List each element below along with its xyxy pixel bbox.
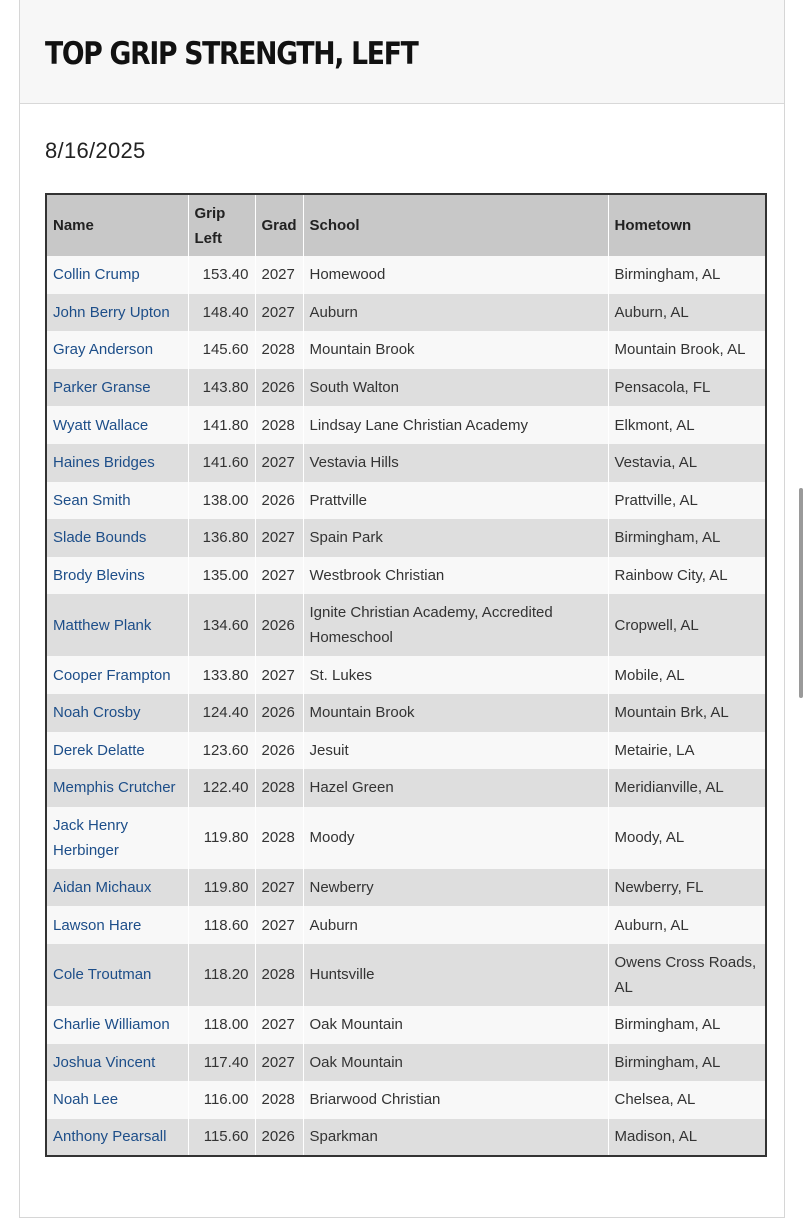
hometown-cell: Birmingham, AL <box>608 1006 766 1044</box>
page-title: TOP GRIP STRENGTH, LEFT <box>45 36 418 72</box>
athlete-name-link[interactable]: Jack Henry Herbinger <box>53 816 129 859</box>
grip-value: 117.40 <box>188 1044 255 1082</box>
hometown-cell: Cropwell, AL <box>608 594 766 656</box>
athlete-name-cell <box>46 869 188 907</box>
table-row <box>46 294 766 332</box>
athlete-name-link[interactable]: Charlie Williamon <box>53 1016 170 1034</box>
table-row <box>46 732 766 770</box>
grad-year: 2027 <box>255 656 303 694</box>
athlete-name-link[interactable]: Noah Crosby <box>53 704 141 722</box>
grad-year: 2026 <box>255 594 303 656</box>
hometown-cell: Auburn, AL <box>608 906 766 944</box>
column-header-name[interactable]: Name <box>46 194 188 256</box>
hometown-cell: Birmingham, AL <box>608 1044 766 1082</box>
grad-year: 2026 <box>255 1119 303 1157</box>
school-cell: Briarwood Christian <box>303 1081 608 1119</box>
school-cell: Mountain Brook <box>303 694 608 732</box>
grad-year: 2028 <box>255 769 303 807</box>
table-row <box>46 557 766 595</box>
school-cell: Vestavia Hills <box>303 444 608 482</box>
table-row <box>46 594 766 656</box>
table-row <box>46 1119 766 1157</box>
athlete-name-link[interactable]: Parker Granse <box>53 379 151 397</box>
grad-year: 2026 <box>255 732 303 770</box>
athlete-name-cell <box>46 482 188 520</box>
event-date: 8/16/2025 <box>45 138 146 163</box>
school-cell: South Walton <box>303 369 608 407</box>
athlete-name-cell <box>46 256 188 294</box>
table-body <box>46 256 766 1156</box>
athlete-name-link[interactable]: Memphis Crutcher <box>53 779 176 797</box>
athlete-name-cell <box>46 444 188 482</box>
grip-value: 124.40 <box>188 694 255 732</box>
hometown-cell: Mobile, AL <box>608 656 766 694</box>
table-row <box>46 331 766 369</box>
grip-value: 143.80 <box>188 369 255 407</box>
hometown-cell: Birmingham, AL <box>608 256 766 294</box>
grip-value: 145.60 <box>188 331 255 369</box>
card-header <box>20 0 784 104</box>
athlete-name-link[interactable]: Cole Troutman <box>53 966 152 984</box>
grip-value: 118.60 <box>188 906 255 944</box>
athlete-name-cell <box>46 294 188 332</box>
athlete-name-link[interactable]: Brody Blevins <box>53 567 145 585</box>
grad-year: 2027 <box>255 256 303 294</box>
school-cell: Westbrook Christian <box>303 557 608 595</box>
grip-value: 141.60 <box>188 444 255 482</box>
grip-value: 118.20 <box>188 944 255 1006</box>
school-cell: Spain Park <box>303 519 608 557</box>
hometown-cell: Metairie, LA <box>608 732 766 770</box>
athlete-name-link[interactable]: Joshua Vincent <box>53 1053 156 1071</box>
school-cell: Auburn <box>303 906 608 944</box>
athlete-name-cell <box>46 1081 188 1119</box>
school-cell: Newberry <box>303 869 608 907</box>
school-cell: Moody <box>303 807 608 869</box>
table-row <box>46 406 766 444</box>
athlete-name-cell <box>46 557 188 595</box>
table-row <box>46 1044 766 1082</box>
hometown-cell: Mountain Brk, AL <box>608 694 766 732</box>
grip-header-line2: Left <box>194 229 222 247</box>
hometown-cell: Owens Cross Roads, AL <box>608 944 766 1006</box>
athlete-name-cell <box>46 1119 188 1157</box>
hometown-cell: Auburn, AL <box>608 294 766 332</box>
grad-year: 2027 <box>255 294 303 332</box>
grad-year: 2027 <box>255 519 303 557</box>
athlete-name-cell <box>46 519 188 557</box>
school-cell: Lindsay Lane Christian Academy <box>303 406 608 444</box>
athlete-name-link[interactable]: Cooper Frampton <box>53 666 171 684</box>
hometown-cell: Vestavia, AL <box>608 444 766 482</box>
hometown-cell: Chelsea, AL <box>608 1081 766 1119</box>
grip-value: 136.80 <box>188 519 255 557</box>
table-row <box>46 869 766 907</box>
grip-value: 148.40 <box>188 294 255 332</box>
athlete-name-link[interactable]: Sean Smith <box>53 491 131 509</box>
grad-year: 2027 <box>255 1044 303 1082</box>
school-cell: Sparkman <box>303 1119 608 1157</box>
results-table <box>45 193 767 1157</box>
grip-value: 141.80 <box>188 406 255 444</box>
school-cell: Prattville <box>303 482 608 520</box>
grip-value: 135.00 <box>188 557 255 595</box>
athlete-name-link[interactable]: Anthony Pearsall <box>53 1128 167 1146</box>
school-cell: Jesuit <box>303 732 608 770</box>
athlete-name-link[interactable]: Matthew Plank <box>53 616 152 634</box>
athlete-name-cell <box>46 807 188 869</box>
athlete-name-link[interactable]: Aidan Michaux <box>53 879 152 897</box>
grip-value: 123.60 <box>188 732 255 770</box>
school-cell: St. Lukes <box>303 656 608 694</box>
athlete-name-link[interactable]: Gray Anderson <box>53 341 154 359</box>
school-cell: Oak Mountain <box>303 1006 608 1044</box>
grad-year: 2026 <box>255 694 303 732</box>
grip-value: 122.40 <box>188 769 255 807</box>
school-cell: Ignite Christian Academy, Accredited Homeschool <box>303 594 608 656</box>
grad-year: 2027 <box>255 444 303 482</box>
athlete-name-link[interactable]: Lawson Hare <box>53 916 142 934</box>
athlete-name-cell <box>46 694 188 732</box>
grip-value: 119.80 <box>188 807 255 869</box>
grip-value: 133.80 <box>188 656 255 694</box>
column-header-school[interactable]: School <box>303 194 608 256</box>
hometown-cell: Moody, AL <box>608 807 766 869</box>
school-cell: Huntsville <box>303 944 608 1006</box>
athlete-name-cell <box>46 1006 188 1044</box>
grad-year: 2027 <box>255 1006 303 1044</box>
school-cell: Oak Mountain <box>303 1044 608 1082</box>
athlete-name-cell <box>46 331 188 369</box>
athlete-name-link[interactable]: Slade Bounds <box>53 529 147 547</box>
athlete-name-cell <box>46 369 188 407</box>
athlete-name-link[interactable]: Wyatt Wallace <box>53 416 149 434</box>
hometown-cell: Elkmont, AL <box>608 406 766 444</box>
table-row <box>46 1081 766 1119</box>
grad-year: 2028 <box>255 406 303 444</box>
hometown-cell: Madison, AL <box>608 1119 766 1157</box>
grip-header-line1: Grip <box>194 204 226 222</box>
athlete-name-cell <box>46 594 188 656</box>
athlete-name-cell <box>46 769 188 807</box>
table-row <box>46 519 766 557</box>
table-row <box>46 444 766 482</box>
grad-year: 2028 <box>255 944 303 1006</box>
grad-year: 2027 <box>255 557 303 595</box>
grad-year: 2027 <box>255 869 303 907</box>
table-row <box>46 694 766 732</box>
athlete-name-cell <box>46 1044 188 1082</box>
hometown-cell: Mountain Brook, AL <box>608 331 766 369</box>
table-row <box>46 1006 766 1044</box>
hometown-cell: Prattville, AL <box>608 482 766 520</box>
athlete-name-link[interactable]: Noah Lee <box>53 1091 119 1109</box>
grad-year: 2028 <box>255 1081 303 1119</box>
table-row <box>46 906 766 944</box>
table-header-row <box>46 194 766 256</box>
table-row <box>46 256 766 294</box>
school-cell: Mountain Brook <box>303 331 608 369</box>
school-cell: Hazel Green <box>303 769 608 807</box>
table-row <box>46 482 766 520</box>
grad-year: 2028 <box>255 807 303 869</box>
table-row <box>46 769 766 807</box>
athlete-name-cell <box>46 732 188 770</box>
athlete-name-link[interactable]: Derek Delatte <box>53 741 145 759</box>
hometown-cell: Birmingham, AL <box>608 519 766 557</box>
hometown-cell: Newberry, FL <box>608 869 766 907</box>
school-cell: Auburn <box>303 294 608 332</box>
athlete-name-link[interactable]: Collin Crump <box>53 266 140 284</box>
grip-value: 119.80 <box>188 869 255 907</box>
grip-value: 116.00 <box>188 1081 255 1119</box>
grad-year: 2027 <box>255 906 303 944</box>
athlete-name-link[interactable]: Haines Bridges <box>53 454 155 472</box>
athlete-name-cell <box>46 906 188 944</box>
grip-value: 153.40 <box>188 256 255 294</box>
content-card <box>19 0 785 1218</box>
grip-value: 138.00 <box>188 482 255 520</box>
grad-year: 2028 <box>255 331 303 369</box>
grip-value: 118.00 <box>188 1006 255 1044</box>
athlete-name-cell <box>46 944 188 1006</box>
grip-value: 134.60 <box>188 594 255 656</box>
table-row <box>46 944 766 1006</box>
grip-value: 115.60 <box>188 1119 255 1157</box>
hometown-cell: Rainbow City, AL <box>608 557 766 595</box>
athlete-name-link[interactable]: John Berry Upton <box>53 303 170 321</box>
hometown-cell: Pensacola, FL <box>608 369 766 407</box>
table-row <box>46 656 766 694</box>
table-row <box>46 369 766 407</box>
column-header-grip-left[interactable] <box>188 194 255 256</box>
table-row <box>46 807 766 869</box>
school-cell: Homewood <box>303 256 608 294</box>
hometown-cell: Meridianville, AL <box>608 769 766 807</box>
scrollbar[interactable] <box>799 488 803 698</box>
column-header-hometown[interactable]: Hometown <box>608 194 766 256</box>
column-header-grad[interactable]: Grad <box>255 194 303 256</box>
athlete-name-cell <box>46 656 188 694</box>
athlete-name-cell <box>46 406 188 444</box>
grad-year: 2026 <box>255 369 303 407</box>
grad-year: 2026 <box>255 482 303 520</box>
